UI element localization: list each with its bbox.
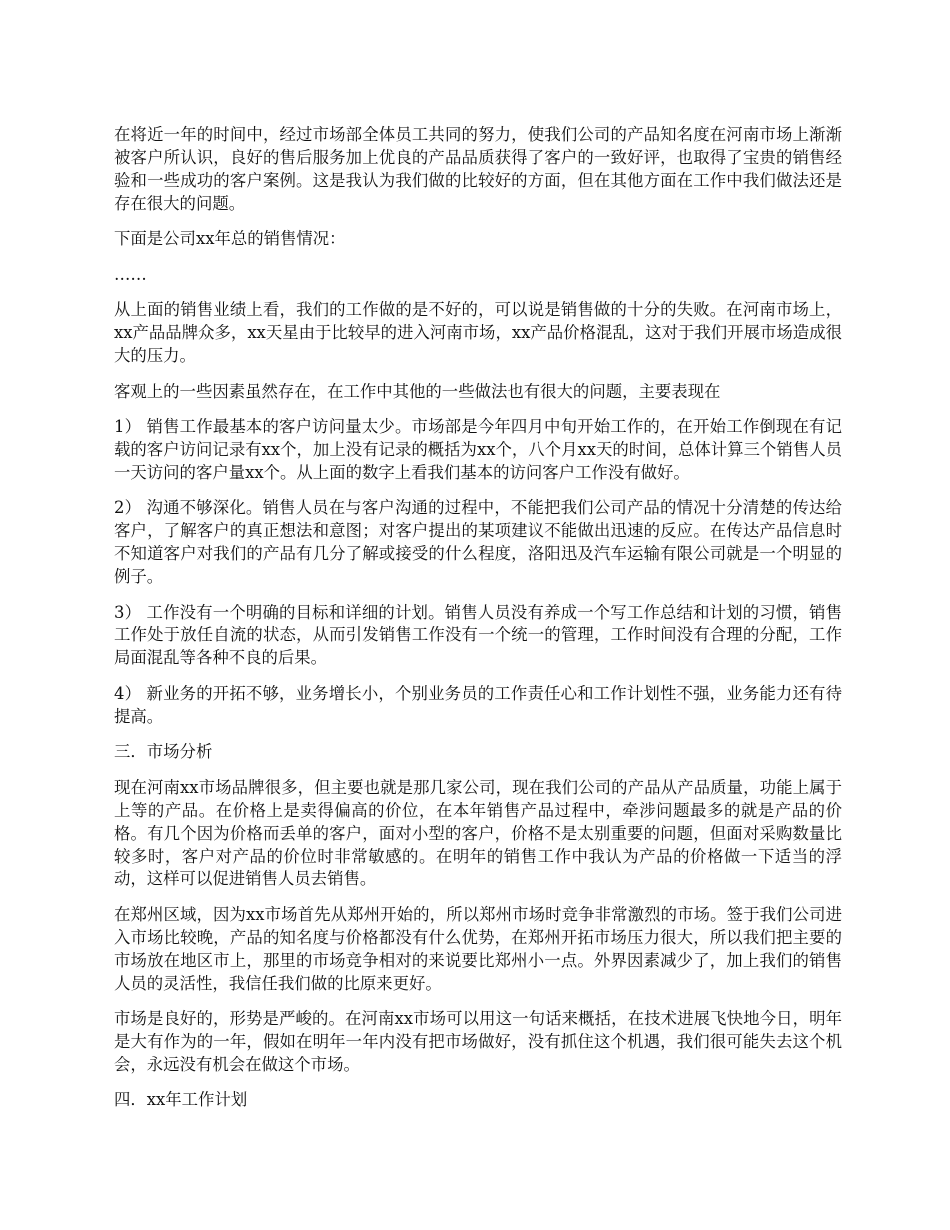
- paragraph-market-brands: 现在河南xx市场品牌很多，但主要也就是那几家公司，现在我们公司的产品从产品质量，功能上属于上等的产品。在价格上是卖得偏高的价位，在本年销售产品过程中，牵涉问题最多的就是产品的价格。有几个因为价格而丢单的客户，面对小型的客户，价格不是太别重要的问题，但面对采购数量比较多时，客户对产品的价位时非常敏感的。在明年的销售工作中我认为产品的价格做一下适当的浮动，这样可以促进销售人员去销售。: [114, 777, 842, 889]
- heading-market-analysis: 三．市场分析: [114, 742, 213, 762]
- paragraph-zhengzhou-region: 在郑州区域，因为xx市场首先从郑州开始的，所以郑州市场时竞争非常激烈的市场。签于我们公司进入市场比较晚，产品的知名度与价格都没有什么优势，在郑州开拓市场压力很大，所以我们把主要的市场放在地区市上，那里的市场竞争相对的来说要比郑州小一点。外界因素减少了，加上我们的销售人员的灵活性，我信任我们做的比原来更好。: [114, 904, 842, 993]
- paragraph-intro: 在将近一年的时间中，经过市场部全体员工共同的努力，使我们公司的产品知名度在河南市场上渐渐被客户所认识，良好的售后服务加上优良的产品品质获得了客户的一致好评，也取得了宝贵的销售经验和一些成功的客户案例。这是我认为我们做的比较好的方面，但在其他方面在工作中我们做法还是存在很大的问题。: [114, 125, 842, 213]
- paragraph-ellipsis: ……: [114, 264, 147, 284]
- paragraph-performance: 从上面的销售业绩上看，我们的工作做的是不好的，可以说是销售做的十分的失败。在河南市场上，xx产品品牌众多，xx天星由于比较早的进入河南市场，xx产品价格混乱，这对于我们开展市场造成很大的压力。: [114, 300, 842, 366]
- paragraph-problem-2: 2） 沟通不够深化。销售人员在与客户沟通的过程中，不能把我们公司产品的情况十分清楚的传达给客户，了解客户的真正想法和意图；对客户提出的某项建议不能做出迅速的反应。在传达产品信息时不知道客户对我们的产品有几分了解或接受的什么程度，洛阳迅及汽车运输有限公司就是一个明显的例子。: [114, 498, 842, 587]
- paragraph-problems-lead: 客观上的一些因素虽然存在，在工作中其他的一些做法也有很大的问题，主要表现在: [114, 381, 721, 401]
- paragraph-problem-3: 3） 工作没有一个明确的目标和详细的计划。销售人员没有养成一个写工作总结和计划的习惯，销售工作处于放任自流的状态，从而引发销售工作没有一个统一的管理，工作时间没有合理的分配，工作局面混乱等各种不良的后果。: [114, 602, 842, 668]
- paragraph-sales-summary-lead: 下面是公司xx年总的销售情况：: [114, 229, 346, 249]
- paragraph-market-outlook: 市场是良好的，形势是严峻的。在河南xx市场可以用这一句话来概括，在技术进展飞快地今日，明年是大有作为的一年，假如在明年一年内没有把市场做好，没有抓住这个机遇，我们很可能失去这个机会，永远没有机会在做这个市场。: [114, 1009, 842, 1074]
- document-body: [114, 124, 842, 1125]
- heading-work-plan: 四．xx年工作计划: [114, 1090, 248, 1110]
- paragraph-problem-1: 1） 销售工作最基本的客户访问量太少。市场部是今年四月中旬开始工作的，在开始工作倒现在有记载的客户访问记录有xx个，加上没有记录的概括为xx个，八个月xx天的时间，总体计算三个销售人员一天访问的客户量xx个。从上面的数字上看我们基本的访问客户工作没有做好。: [114, 417, 842, 482]
- paragraph-problem-4: 4） 新业务的开拓不够，业务增长小，个别业务员的工作责任心和工作计划性不强，业务能力还有待提高。: [114, 683, 842, 726]
